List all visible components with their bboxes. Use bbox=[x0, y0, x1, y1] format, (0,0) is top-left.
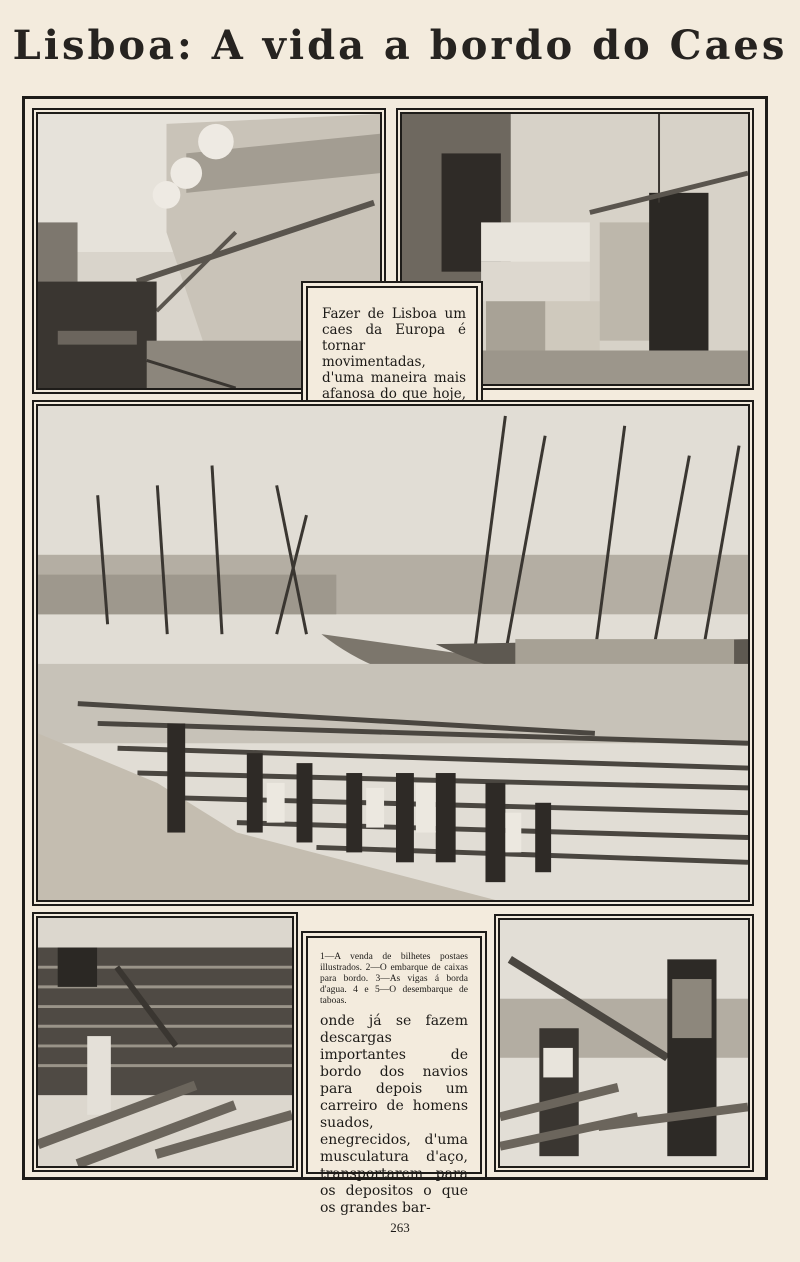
intro-paragraph: Fazer de Lisboa um caes da Europa é tornar movimentadas, d'uma maneira mais afanosa do que hoje, bbox=[322, 306, 466, 402]
photo-boats-timber bbox=[36, 404, 750, 902]
page-number: 263 bbox=[390, 1220, 410, 1235]
photo-man-with-plank bbox=[498, 918, 750, 1168]
photo-caption: 1—A venda de bilhetes postaes illustrados. 2—O embarque de caixas para bordo. 3—As vigas á borda d'agua. 4 e 5—O desembarque de taboas. bbox=[320, 952, 468, 1006]
page-title: Lisboa: A vida a bordo do Caes bbox=[12, 22, 788, 69]
continuation-paragraph: onde já se fazem descargas importantes de bordo dos navios para depois um carreiro de homens suados, enegrecidos, d'uma musculatura d'aço, transportarem para os depositos o que os grandes bar- bbox=[320, 1013, 468, 1216]
photo-stacked-planks bbox=[36, 916, 294, 1168]
caption-text-box bbox=[306, 936, 482, 1216]
